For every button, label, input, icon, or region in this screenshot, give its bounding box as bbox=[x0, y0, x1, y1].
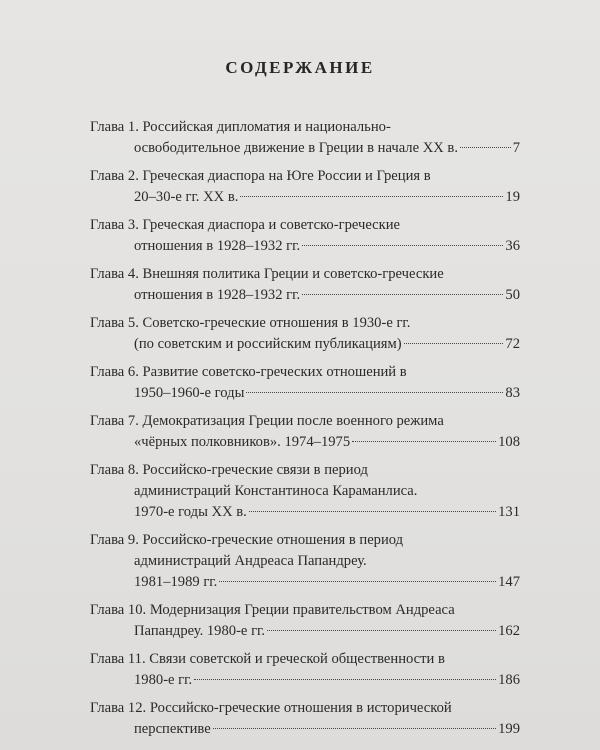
dot-leader bbox=[246, 392, 503, 393]
page-number: 83 bbox=[505, 385, 520, 401]
chapter-title: Глава 9. Российско-греческие отношения в период bbox=[90, 532, 404, 548]
page-number: 131 bbox=[498, 504, 520, 520]
table-of-contents bbox=[90, 117, 520, 740]
toc-entry bbox=[90, 460, 520, 523]
chapter-title-continuation: 1980-е гг. bbox=[134, 672, 193, 688]
chapter-title: Глава 6. Развитие советско-греческих отношений в bbox=[90, 364, 407, 380]
page-number: 162 bbox=[498, 623, 520, 639]
dot-leader bbox=[302, 294, 503, 295]
page-number: 108 bbox=[498, 434, 520, 450]
dot-leader bbox=[213, 728, 496, 729]
chapter-title-continuation: администраций Константиноса Караманлиса. bbox=[134, 483, 418, 499]
chapter-title-continuation: отношения в 1928–1932 гг. bbox=[134, 287, 301, 303]
chapter-title: Глава 12. Российско-греческие отношения в исторической bbox=[90, 700, 452, 716]
page-number: 19 bbox=[505, 189, 520, 205]
toc-entry bbox=[90, 649, 520, 691]
dot-leader bbox=[249, 511, 496, 512]
dot-leader bbox=[219, 581, 496, 582]
toc-entry bbox=[90, 362, 520, 404]
chapter-title: Глава 4. Внешняя политика Греции и советско-греческие bbox=[90, 266, 444, 282]
dot-leader bbox=[460, 147, 511, 148]
chapter-title: Глава 8. Российско-греческие связи в период bbox=[90, 462, 368, 478]
toc-entry bbox=[90, 313, 520, 355]
chapter-title: Глава 1. Российская дипломатия и национально- bbox=[90, 119, 391, 135]
page-number: 50 bbox=[505, 287, 520, 303]
chapter-title: Глава 5. Советско-греческие отношения в 1930-е гг. bbox=[90, 315, 411, 331]
dot-leader bbox=[352, 441, 496, 442]
page-number: 147 bbox=[498, 574, 520, 590]
chapter-title-continuation: 1970-е годы XX в. bbox=[134, 504, 247, 520]
chapter-title: Глава 11. Связи советской и греческой общественности в bbox=[90, 651, 445, 667]
toc-entry bbox=[90, 530, 520, 593]
chapter-title-continuation: 20–30-е гг. XX в. bbox=[134, 189, 239, 205]
toc-entry bbox=[90, 698, 520, 740]
chapter-title-continuation: освободительное движение в Греции в начале XX в. bbox=[134, 140, 458, 156]
dot-leader bbox=[194, 679, 496, 680]
chapter-title: Глава 2. Греческая диаспора на Юге России и Греция в bbox=[90, 168, 431, 184]
chapter-title: Глава 10. Модернизация Греции правительством Андреаса bbox=[90, 602, 455, 618]
toc-entry bbox=[90, 215, 520, 257]
chapter-title-continuation: «чёрных полковников». 1974–1975 bbox=[134, 434, 351, 450]
page-number: 72 bbox=[505, 336, 520, 352]
chapter-title: Глава 7. Демократизация Греции после военного режима bbox=[90, 413, 444, 429]
page-number: 199 bbox=[498, 721, 520, 737]
chapter-title-continuation: администраций Андреаса Папандреу. bbox=[134, 553, 367, 569]
page-number: 7 bbox=[512, 140, 520, 156]
toc-entry bbox=[90, 166, 520, 208]
chapter-title-continuation: перспективе bbox=[134, 721, 211, 737]
toc-entry bbox=[90, 117, 520, 159]
toc-entry bbox=[90, 411, 520, 453]
page-title: СОДЕРЖАНИЕ bbox=[225, 58, 375, 77]
dot-leader bbox=[267, 630, 496, 631]
toc-entry bbox=[90, 264, 520, 306]
dot-leader bbox=[404, 343, 504, 344]
toc-entry bbox=[90, 600, 520, 642]
chapter-title-continuation: 1950–1960-е годы bbox=[134, 385, 245, 401]
dot-leader bbox=[302, 245, 503, 246]
chapter-title-continuation: отношения в 1928–1932 гг. bbox=[134, 238, 301, 254]
page-number: 186 bbox=[498, 672, 520, 688]
chapter-title-continuation: Папандреу. 1980-е гг. bbox=[134, 623, 266, 639]
dot-leader bbox=[240, 196, 503, 197]
page-number: 36 bbox=[505, 238, 520, 254]
chapter-title-continuation: 1981–1989 гг. bbox=[134, 574, 218, 590]
chapter-title: Глава 3. Греческая диаспора и советско-греческие bbox=[90, 217, 401, 233]
chapter-title-continuation: (по советским и российским публикациям) bbox=[134, 336, 402, 352]
